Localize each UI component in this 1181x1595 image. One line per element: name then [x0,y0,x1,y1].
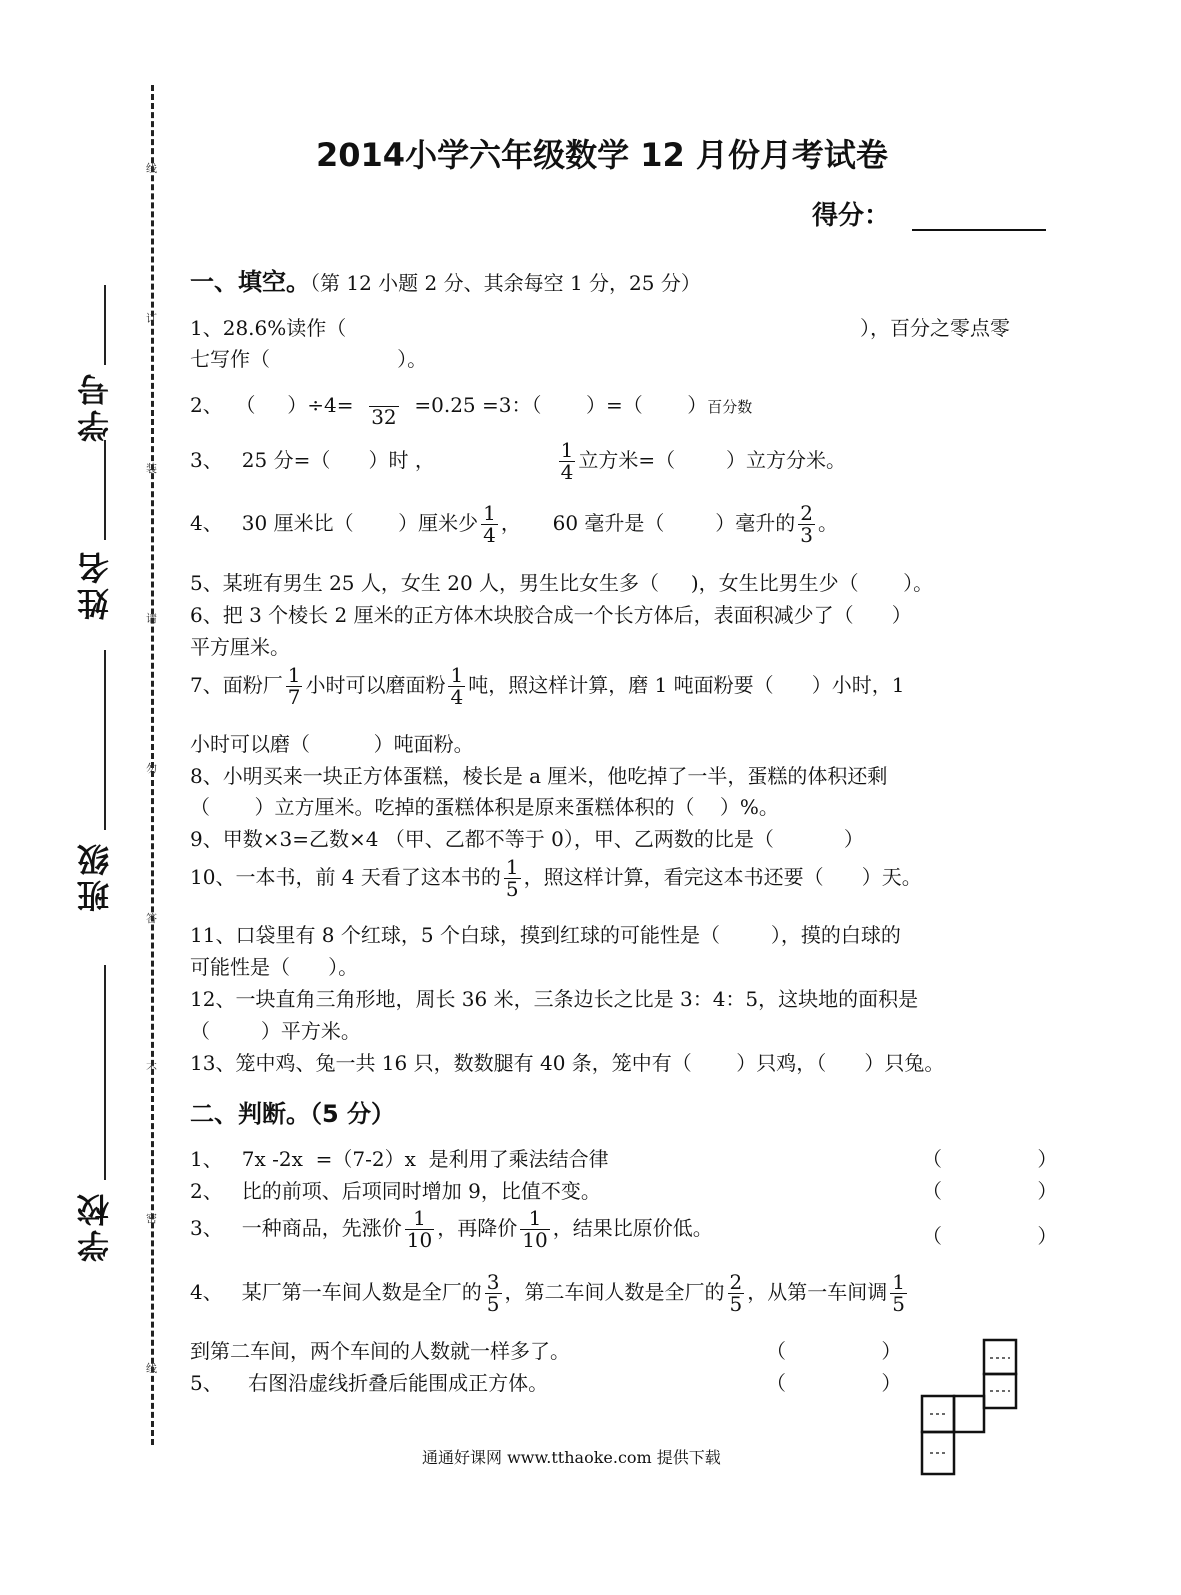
fraction: $\frac{1}{4}$ [483,501,496,547]
fraction: $\frac{2}{5}$ [729,1270,743,1316]
fraction: $\frac{1}{4}$ [560,438,574,484]
question-6b: 平方厘米。 [190,635,290,659]
question-7b: 小时可以磨（ ）吨面粉。 [190,732,474,756]
question-12a: 12、一块直角三角形地，周长 36 米，三条边长之比是 3：4：5，这块地的面积是 [190,987,919,1011]
page-title: 2014小学六年级数学 12 月份月考试卷 [316,136,888,174]
judge-4: 4、 某厂第一车间人数是全厂的 $\frac{3}{5}$ ，第二车间人数是全厂的 $\frac{2}{5}$ ，从第一车间调 $\frac{1}{5}$ [190,1270,905,1316]
fraction: $\frac{3}{5}$ [486,1270,500,1316]
margin-char: 密 [146,1212,157,1225]
judge-1-answer[interactable]: （ ） [922,1147,1058,1171]
label-student-id: 学号 [76,370,114,442]
question-1b: ），百分之零点零 [860,316,1010,340]
cube-net-figure [920,1338,1020,1478]
margin-char: 勿 [146,762,157,775]
judge-3: 3、 一种商品，先涨价 $\frac{1}{10}$ ，再降价 $\frac{1}{10}$ ，结果比原价低。 [190,1206,713,1252]
footer-credit: 通通好课网 www.tthaoke.com 提供下载 [422,1448,721,1467]
margin-char: 装 [146,462,157,475]
section1-note: （第 12 小题 2 分、其余每空 1 分，25 分） [310,271,701,295]
question-8a: 8、小明买来一块正方体蛋糕，棱长是 a 厘米，他吃掉了一半，蛋糕的体积还剩 [190,764,888,788]
question-1c: 七写作（ ）。 [190,347,428,371]
judge-3-answer[interactable]: （ ） [922,1224,1058,1248]
judge-1: 1、 7x -2x =（7-2）x 是利用了乘法结合律 [190,1147,609,1171]
question-11b: 可能性是（ ）。 [190,955,359,979]
fraction: $\frac{1}{10}$ [406,1206,433,1252]
question-6a: 6、把 3 个棱长 2 厘米的正方体木块胶合成一个长方体后，表面积减少了（ ） [190,603,912,627]
judge-5: 5、 右图沿虚线折叠后能围成正方体。 [190,1371,549,1395]
fraction: $\frac{1}{5}$ [505,855,519,901]
fraction: $\frac{1}{10}$ [522,1206,548,1252]
score-label: 得分： [812,201,891,231]
margin-char: 线 [146,162,157,175]
question-2: 2、 （ ）÷4= 32 =0.25 =3：（ ）=（ ）百分数 [190,385,752,428]
fraction: $\frac{1}{4}$ [450,663,464,709]
blank-line [104,440,106,540]
margin-char: 答 [146,912,157,925]
question-12b: （ ）平方米。 [190,1019,361,1043]
question-5: 5、某班有男生 25 人，女生 20 人，男生比女生多（ )，女生比男生少（ ）。 [190,571,934,595]
margin-char: 订 [146,312,157,325]
label-class: 班级 [76,840,114,912]
margin-char: 请 [146,612,157,625]
question-10: 10、一本书，前 4 天看了这本书的 $\frac{1}{5}$ ，照这样计算，看完这本书还要（ ）天。 [190,855,922,901]
fraction: $\frac{1}{7}$ [287,663,301,709]
blank-line [104,965,106,1180]
label-name: 姓名 [76,548,114,620]
judge-2: 2、 比的前项、后项同时增加 9，比值不变。 [190,1179,601,1203]
label-school: 学校 [76,1190,114,1262]
fraction: $\frac{2}{3}$ [800,501,814,547]
judge-4b: 到第二车间，两个车间的人数就一样多了。 [190,1339,570,1363]
section2-heading: 二、判断。（5 分） [190,1100,396,1128]
judge-5-answer[interactable]: （ ） [766,1371,902,1395]
section1-heading: 一、填空。 [190,268,310,296]
judge-2-answer[interactable]: （ ） [922,1179,1058,1203]
fraction: $\frac{1}{5}$ [892,1270,905,1316]
question-7: 7、面粉厂 $\frac{1}{7}$ 小时可以磨面粉 $\frac{1}{4}$ 吨，照这样计算，磨 1 吨面粉要（ ）小时，1 [190,663,905,709]
margin-char: 线 [146,1362,157,1375]
question-11a: 11、口袋里有 8 个红球，5 个白球，摸到红球的可能性是（ ），摸的白球的 [190,923,901,947]
question-13: 13、笼中鸡、兔一共 16 只，数数腿有 40 条，笼中有（ ）只鸡，（ ）只兔。 [190,1051,945,1075]
score-blank[interactable] [912,229,1046,231]
blank-line [104,285,106,365]
question-8b: （ ）立方厘米。吃掉的蛋糕体积是原来蛋糕体积的（ ）%。 [190,795,779,819]
section1-heading-row [190,262,701,297]
question-3: 3、 25 分=（ ）时 ， $\frac{1}{4}$ 立方米=（ ）立方分米。 [190,438,847,484]
judge-4-answer[interactable]: （ ） [766,1339,902,1363]
fraction: 32 [371,405,397,429]
question-9: 9、甲数×3=乙数×4 （甲、乙都不等于 0），甲、乙两数的比是（ ） [190,827,864,851]
blank-line [104,650,106,830]
margin-char: 不 [146,1062,157,1075]
question-1a: 1、28.6%读作（ [190,316,347,340]
question-4: 4、 30 厘米比（ ）厘米少 $\frac{1}{4}$ ， 60 毫升是（ ）毫升的 $\frac{2}{3}$ 。 [190,501,839,547]
